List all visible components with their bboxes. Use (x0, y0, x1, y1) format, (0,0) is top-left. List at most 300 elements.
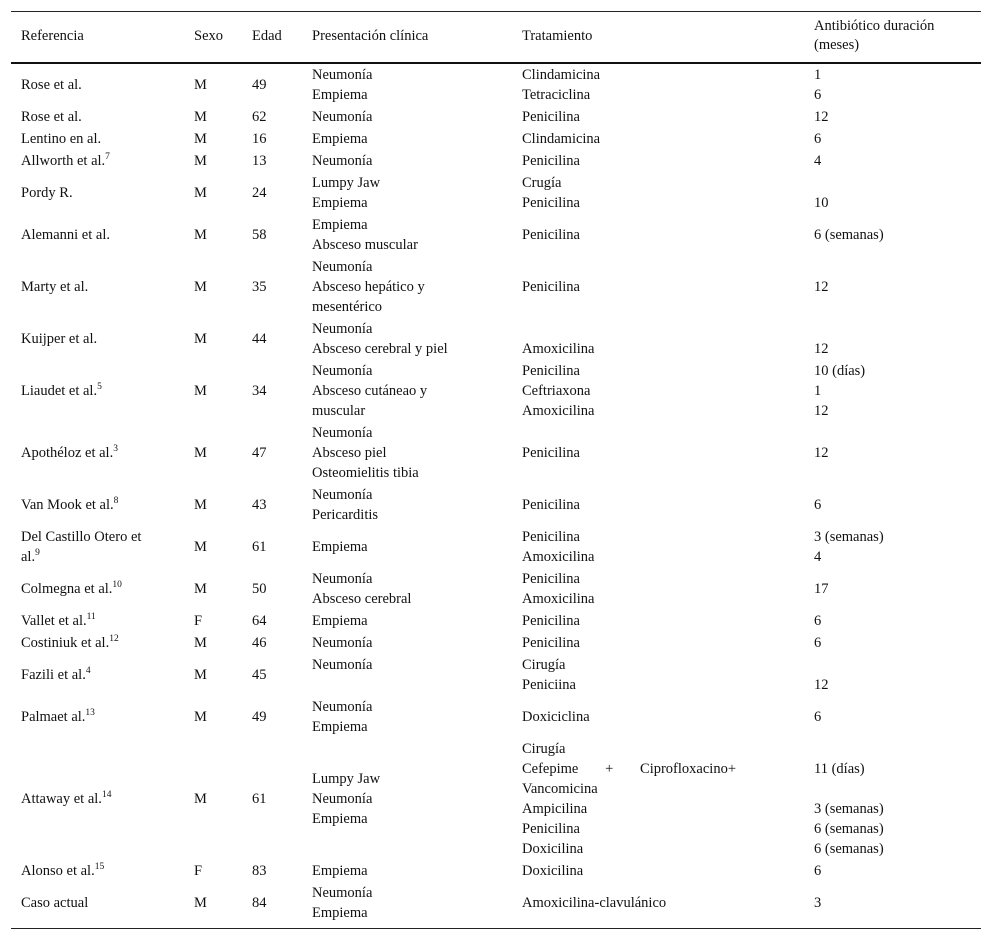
edad-cell: 45 (252, 667, 267, 683)
reference-cell-text: Costiniuk et al. (21, 635, 110, 651)
reference-citation: 13 (85, 708, 95, 719)
edad-cell: 46 (252, 635, 267, 651)
tratamiento-cell-text: Penicilina (522, 227, 580, 243)
table-row (11, 318, 981, 360)
duracion-cell-text: 6 (814, 863, 822, 879)
duracion-cell (814, 65, 979, 105)
reference-cell-text: Lentino en al. (21, 131, 102, 147)
edad-cell: 84 (252, 895, 267, 911)
reference-cell-line (21, 707, 186, 727)
reference-cell (21, 129, 186, 149)
reference-cell-line (21, 893, 186, 913)
tratamiento-cell-line (522, 361, 812, 381)
header-referencia: Referencia (21, 28, 84, 44)
presentacion-cell-line (312, 883, 512, 903)
tratamiento-cell-text: Doxicilina (522, 841, 584, 857)
table-row (11, 696, 981, 738)
tratamiento-cell-text: Doxiciclina (522, 709, 590, 725)
duracion-cell-line (814, 495, 979, 515)
tratamiento-cell-text: Cirugía (522, 657, 566, 673)
sexo-cell: M (194, 709, 207, 725)
duracion-cell-line (814, 611, 979, 631)
presentacion-cell-text: Empiema (312, 613, 368, 629)
tratamiento-cell-line (522, 527, 812, 547)
duracion-cell-text: 6 (814, 635, 822, 651)
presentacion-cell-line (312, 277, 512, 297)
presentacion-cell-line (312, 505, 512, 525)
tratamiento-cell (522, 707, 812, 727)
reference-cell (21, 225, 186, 245)
duracion-cell-line (814, 839, 979, 859)
presentacion-cell-line (312, 697, 512, 717)
presentacion-cell-line (312, 569, 512, 589)
presentacion-cell-text: muscular (312, 403, 366, 419)
tratamiento-cell-text: Clindamicina (522, 67, 601, 83)
edad-cell: 58 (252, 227, 267, 243)
duracion-cell (814, 579, 979, 599)
table-top-rule (11, 11, 981, 12)
presentacion-cell-line (312, 443, 512, 463)
tratamiento-cell-line (522, 107, 812, 127)
reference-cell-line (21, 277, 186, 297)
duracion-cell-line (814, 633, 979, 653)
sexo-cell: F (194, 863, 203, 879)
table-row (11, 128, 981, 150)
reference-cell-line (21, 381, 186, 401)
tratamiento-cell-line (522, 319, 812, 339)
presentacion-cell-text: Neumonía (312, 259, 373, 275)
tratamiento-cell-text: Penicilina (522, 497, 580, 513)
presentacion-cell-line (312, 717, 512, 737)
presentacion-cell-line (312, 361, 512, 381)
duracion-cell-line (814, 107, 979, 127)
edad-cell: 34 (252, 383, 267, 399)
duracion-cell-text: 6 (814, 497, 822, 513)
duracion-cell-text: 6 (semanas) (814, 821, 884, 837)
tratamiento-cell (522, 151, 812, 171)
reference-cell (21, 665, 186, 685)
reference-cell-line (21, 611, 186, 631)
sexo-cell: M (194, 635, 207, 651)
sexo-cell: M (194, 227, 207, 243)
reference-cell-line (21, 547, 186, 567)
presentacion-cell-text: Neumonía (312, 321, 373, 337)
reference-cell-text: Apothéloz et al. (21, 445, 114, 461)
reference-cell-text: Colmegna et al. (21, 581, 113, 597)
reference-citation: 8 (113, 496, 119, 507)
tratamiento-cell-line (522, 611, 812, 631)
tratamiento-cell (522, 319, 812, 359)
sexo-cell: F (194, 613, 203, 629)
tratamiento-cell-line (522, 707, 812, 727)
reference-cell-text: Alonso et al. (21, 863, 95, 879)
reference-cell-line (21, 329, 186, 349)
header-tratamiento: Tratamiento (522, 28, 593, 44)
duracion-cell-text: 10 (días) (814, 363, 866, 379)
presentacion-cell-line (312, 319, 512, 339)
duracion-cell-text: 3 (semanas) (814, 529, 884, 545)
tratamiento-cell-line (522, 65, 812, 85)
table-row (11, 214, 981, 256)
duracion-cell-text: 12 (814, 445, 829, 461)
tratamiento-cell-line (522, 655, 812, 675)
duracion-cell-text: 4 (814, 153, 822, 169)
reference-cell-line (21, 665, 186, 685)
edad-cell: 13 (252, 153, 267, 169)
reference-citation: 7 (105, 152, 110, 163)
reference-cell (21, 107, 186, 127)
presentacion-cell-line (312, 537, 512, 557)
reference-cell-text: Pordy R. (21, 185, 73, 201)
reference-cell (21, 277, 186, 297)
presentacion-cell-text: Lumpy Jaw (312, 175, 381, 191)
duracion-cell-line (814, 193, 979, 213)
tratamiento-cell-line (522, 779, 812, 799)
tratamiento-cell (522, 361, 812, 421)
presentacion-cell-text: Neumonía (312, 109, 373, 125)
duracion-cell-text: 4 (814, 549, 822, 565)
reference-citation: 3 (113, 444, 118, 455)
presentacion-cell (312, 611, 512, 631)
presentacion-cell-text: Absceso hepático y (312, 279, 425, 295)
presentacion-cell (312, 883, 512, 923)
duracion-cell-line (814, 151, 979, 171)
presentacion-cell-line (312, 675, 512, 695)
duracion-cell-text: 6 (814, 709, 822, 725)
tratamiento-cell-text: Vancomicina (522, 781, 598, 797)
presentacion-cell (312, 861, 512, 881)
tratamiento-token: Ciprofloxacino+ (640, 761, 736, 777)
presentacion-cell-line (312, 633, 512, 653)
reference-cell-text: Fazili et al. (21, 667, 86, 683)
reference-cell (21, 893, 186, 913)
presentacion-cell-text: Neumonía (312, 425, 373, 441)
duracion-cell-line (814, 527, 979, 547)
tratamiento-cell (522, 443, 812, 463)
reference-citation: 12 (109, 634, 119, 645)
duracion-cell-line (814, 225, 979, 245)
reference-cell-text: Van Mook et al. (21, 497, 114, 513)
tratamiento-cell-line (522, 495, 812, 515)
tratamiento-cell-text: Cirugía (522, 741, 566, 757)
table-row (11, 172, 981, 214)
duracion-cell-text: 6 (814, 87, 822, 103)
reference-cell (21, 151, 186, 171)
presentacion-cell-text: Neumonía (312, 791, 373, 807)
presentacion-cell (312, 569, 512, 609)
duracion-cell-line (814, 381, 979, 401)
sexo-cell: M (194, 895, 207, 911)
reference-cell (21, 495, 186, 515)
tratamiento-cell-line (522, 861, 812, 881)
reference-cell-line (21, 183, 186, 203)
reference-cell-text: Del Castillo Otero et (21, 529, 142, 545)
table-row (11, 610, 981, 632)
duracion-cell-text: 6 (814, 131, 822, 147)
tratamiento-cell-text: Ceftriaxona (522, 383, 591, 399)
reference-cell-line (21, 443, 186, 463)
sexo-cell: M (194, 383, 207, 399)
duracion-cell (814, 443, 979, 463)
duracion-cell-text: 3 (semanas) (814, 801, 884, 817)
tratamiento-cell-line (522, 339, 812, 359)
tratamiento-cell-line (522, 193, 812, 213)
reference-cell-text: Rose et al. (21, 77, 82, 93)
presentacion-cell-text: Absceso cerebral y piel (312, 341, 448, 357)
presentacion-cell (312, 537, 512, 557)
reference-cell (21, 329, 186, 349)
presentacion-cell (312, 423, 512, 483)
tratamiento-cell-text: Penicilina (522, 529, 580, 545)
sexo-cell: M (194, 77, 207, 93)
sexo-cell: M (194, 109, 207, 125)
presentacion-cell-text: Absceso cerebral (312, 591, 412, 607)
sexo-cell: M (194, 445, 207, 461)
presentacion-cell-line (312, 65, 512, 85)
presentacion-cell-line (312, 485, 512, 505)
tratamiento-cell-text: Tetraciclina (522, 87, 591, 103)
presentacion-cell (312, 65, 512, 105)
tratamiento-cell-line (522, 675, 812, 695)
edad-cell: 62 (252, 109, 267, 125)
reference-cell (21, 707, 186, 727)
duracion-cell-line (814, 779, 979, 799)
duracion-cell-line (814, 129, 979, 149)
presentacion-cell-line (312, 401, 512, 421)
presentacion-cell (312, 319, 512, 359)
reference-cell (21, 789, 186, 809)
tratamiento-cell-line (522, 225, 812, 245)
duracion-cell-text: 12 (814, 109, 829, 125)
duracion-cell-text: 12 (814, 677, 829, 693)
duracion-cell (814, 861, 979, 881)
reference-cell-text: Kuijper et al. (21, 331, 98, 347)
tratamiento-cell-line (522, 633, 812, 653)
duracion-cell-line (814, 277, 979, 297)
presentacion-cell-line (312, 381, 512, 401)
duracion-cell-text: 6 (814, 613, 822, 629)
tratamiento-cell (522, 107, 812, 127)
presentacion-cell-line (312, 297, 512, 317)
tratamiento-cell-text: Peniciina (522, 677, 576, 693)
edad-cell: 47 (252, 445, 267, 461)
presentacion-cell (312, 485, 512, 525)
reference-citation: 9 (35, 548, 40, 559)
tratamiento-cell-line (522, 443, 812, 463)
table-row (11, 738, 981, 860)
reference-cell-text: al. (21, 549, 36, 565)
presentacion-cell (312, 257, 512, 317)
table-row (11, 860, 981, 882)
reference-cell (21, 633, 186, 653)
presentacion-cell-line (312, 789, 512, 809)
table-bottom-rule (11, 928, 981, 929)
tratamiento-cell (522, 173, 812, 213)
sexo-cell: M (194, 279, 207, 295)
header-sexo: Sexo (194, 28, 223, 44)
presentacion-cell (312, 173, 512, 213)
reference-cell-text: Allworth et al. (21, 153, 106, 169)
duracion-cell-line (814, 739, 979, 759)
tratamiento-cell-text: Amoxicilina (522, 591, 595, 607)
duracion-cell-line (814, 759, 979, 779)
presentacion-cell-text: Absceso cutáneao y (312, 383, 428, 399)
presentacion-cell-line (312, 769, 512, 789)
sexo-cell: M (194, 539, 207, 555)
reference-cell-line (21, 75, 186, 95)
presentacion-cell-text: Neumonía (312, 67, 373, 83)
presentacion-cell-line (312, 173, 512, 193)
reference-cell-line (21, 495, 186, 515)
tratamiento-cell-line (522, 85, 812, 105)
duracion-cell-line (814, 85, 979, 105)
presentacion-cell-text: Neumonía (312, 571, 373, 587)
reference-cell-text: Palmaet al. (21, 709, 86, 725)
reference-cell (21, 611, 186, 631)
tratamiento-cell (522, 739, 812, 859)
duracion-cell-line (814, 707, 979, 727)
table-row (11, 882, 981, 924)
table-row (11, 654, 981, 696)
tratamiento-cell-line (522, 129, 812, 149)
duracion-cell-line (814, 361, 979, 381)
table-row (11, 632, 981, 654)
presentacion-cell-text: Neumonía (312, 699, 373, 715)
duracion-cell-text: 1 (814, 383, 822, 399)
tratamiento-cell-line (522, 151, 812, 171)
presentacion-cell-text: Neumonía (312, 487, 373, 503)
duracion-cell-line (814, 65, 979, 85)
reference-cell (21, 861, 186, 881)
presentacion-cell-line (312, 903, 512, 923)
tratamiento-cell-line (522, 759, 736, 779)
reference-cell-text: Vallet et al. (21, 613, 87, 629)
header-edad: Edad (252, 28, 282, 44)
reference-cell-line (21, 861, 186, 881)
duracion-cell-text: 12 (814, 279, 829, 295)
sexo-cell: M (194, 185, 207, 201)
duracion-cell-text: 6 (semanas) (814, 227, 884, 243)
presentacion-cell-text: Empiema (312, 87, 368, 103)
tratamiento-cell-text: Amoxicilina-clavulánico (522, 895, 667, 911)
presentacion-cell-line (312, 809, 512, 829)
reference-citation: 14 (101, 790, 112, 801)
duracion-cell (814, 225, 979, 245)
tratamiento-cell-line (522, 569, 812, 589)
sexo-cell: M (194, 581, 207, 597)
tratamiento-cell-text: Penicilina (522, 635, 580, 651)
tratamiento-cell (522, 633, 812, 653)
presentacion-cell-text: Neumonía (312, 635, 373, 651)
tratamiento-cell-text: Doxicilina (522, 863, 584, 879)
header-presentacion: Presentación clínica (312, 28, 429, 44)
tratamiento-cell-line (522, 277, 812, 297)
presentacion-cell (312, 361, 512, 421)
duracion-cell-text: 17 (814, 581, 829, 597)
reference-citation: 11 (86, 612, 96, 623)
presentacion-cell-text: Empiema (312, 905, 368, 921)
tratamiento-token: Cefepime (522, 761, 579, 777)
tratamiento-cell (522, 277, 812, 297)
edad-cell: 83 (252, 863, 267, 879)
duracion-cell (814, 361, 979, 421)
table-row (11, 484, 981, 526)
presentacion-cell-text: Neumonía (312, 363, 373, 379)
edad-cell: 44 (252, 331, 267, 347)
presentacion-cell-text: Empiema (312, 195, 368, 211)
reference-cell-line (21, 225, 186, 245)
duracion-cell-text: 10 (814, 195, 829, 211)
tratamiento-cell-text: Amoxicilina (522, 403, 595, 419)
presentacion-cell-line (312, 861, 512, 881)
duracion-cell-line (814, 401, 979, 421)
duracion-cell (814, 611, 979, 631)
presentacion-cell-line (312, 235, 512, 255)
presentacion-cell-text: Neumonía (312, 657, 373, 673)
presentacion-cell-line (312, 423, 512, 443)
tratamiento-token: + (605, 761, 614, 777)
duracion-cell-line (814, 547, 979, 567)
tratamiento-cell-text: Penicilina (522, 571, 580, 587)
reference-cell (21, 183, 186, 203)
presentacion-cell-text: Neumonía (312, 153, 373, 169)
tratamiento-cell-line (522, 799, 812, 819)
reference-cell (21, 579, 186, 599)
tratamiento-cell-text: Penicilina (522, 363, 580, 379)
reference-cell (21, 527, 186, 567)
reference-cell-line (21, 789, 186, 809)
presentacion-cell-text: Empiema (312, 217, 368, 233)
duracion-cell (814, 707, 979, 727)
reference-cell-text: Marty et al. (21, 279, 89, 295)
presentacion-cell-line (312, 257, 512, 277)
presentacion-cell (312, 633, 512, 653)
presentacion-cell-text: mesentérico (312, 299, 383, 315)
duracion-cell (814, 277, 979, 297)
tratamiento-cell (522, 495, 812, 515)
duracion-cell (814, 739, 979, 859)
tratamiento-cell-text: Crugía (522, 175, 562, 191)
tratamiento-cell-line (522, 589, 812, 609)
reference-cell-text: Liaudet et al. (21, 383, 98, 399)
tratamiento-cell-line (522, 381, 812, 401)
tratamiento-cell (522, 893, 812, 913)
table-row (11, 526, 981, 568)
edad-cell: 61 (252, 791, 267, 807)
presentacion-cell-text: Empiema (312, 811, 368, 827)
tratamiento-cell-text: Penicilina (522, 153, 580, 169)
duracion-cell-text: 11 (días) (814, 761, 865, 777)
reference-cell (21, 443, 186, 463)
reference-cell-text: Rose et al. (21, 109, 82, 125)
sexo-cell: M (194, 331, 207, 347)
presentacion-cell-line (312, 129, 512, 149)
tratamiento-cell-text: Ampicilina (522, 801, 588, 817)
table-row (11, 106, 981, 128)
edad-cell: 16 (252, 131, 267, 147)
reference-cell-text: Attaway et al. (21, 791, 102, 807)
edad-cell: 61 (252, 539, 267, 555)
tratamiento-cell (522, 569, 812, 609)
duracion-cell-line (814, 861, 979, 881)
tratamiento-cell-line (522, 839, 812, 859)
duracion-cell-line (814, 579, 979, 599)
duracion-cell-line (814, 319, 979, 339)
duracion-cell (814, 527, 979, 567)
presentacion-cell-line (312, 589, 512, 609)
duracion-cell (814, 655, 979, 695)
presentacion-cell-text: Empiema (312, 863, 368, 879)
